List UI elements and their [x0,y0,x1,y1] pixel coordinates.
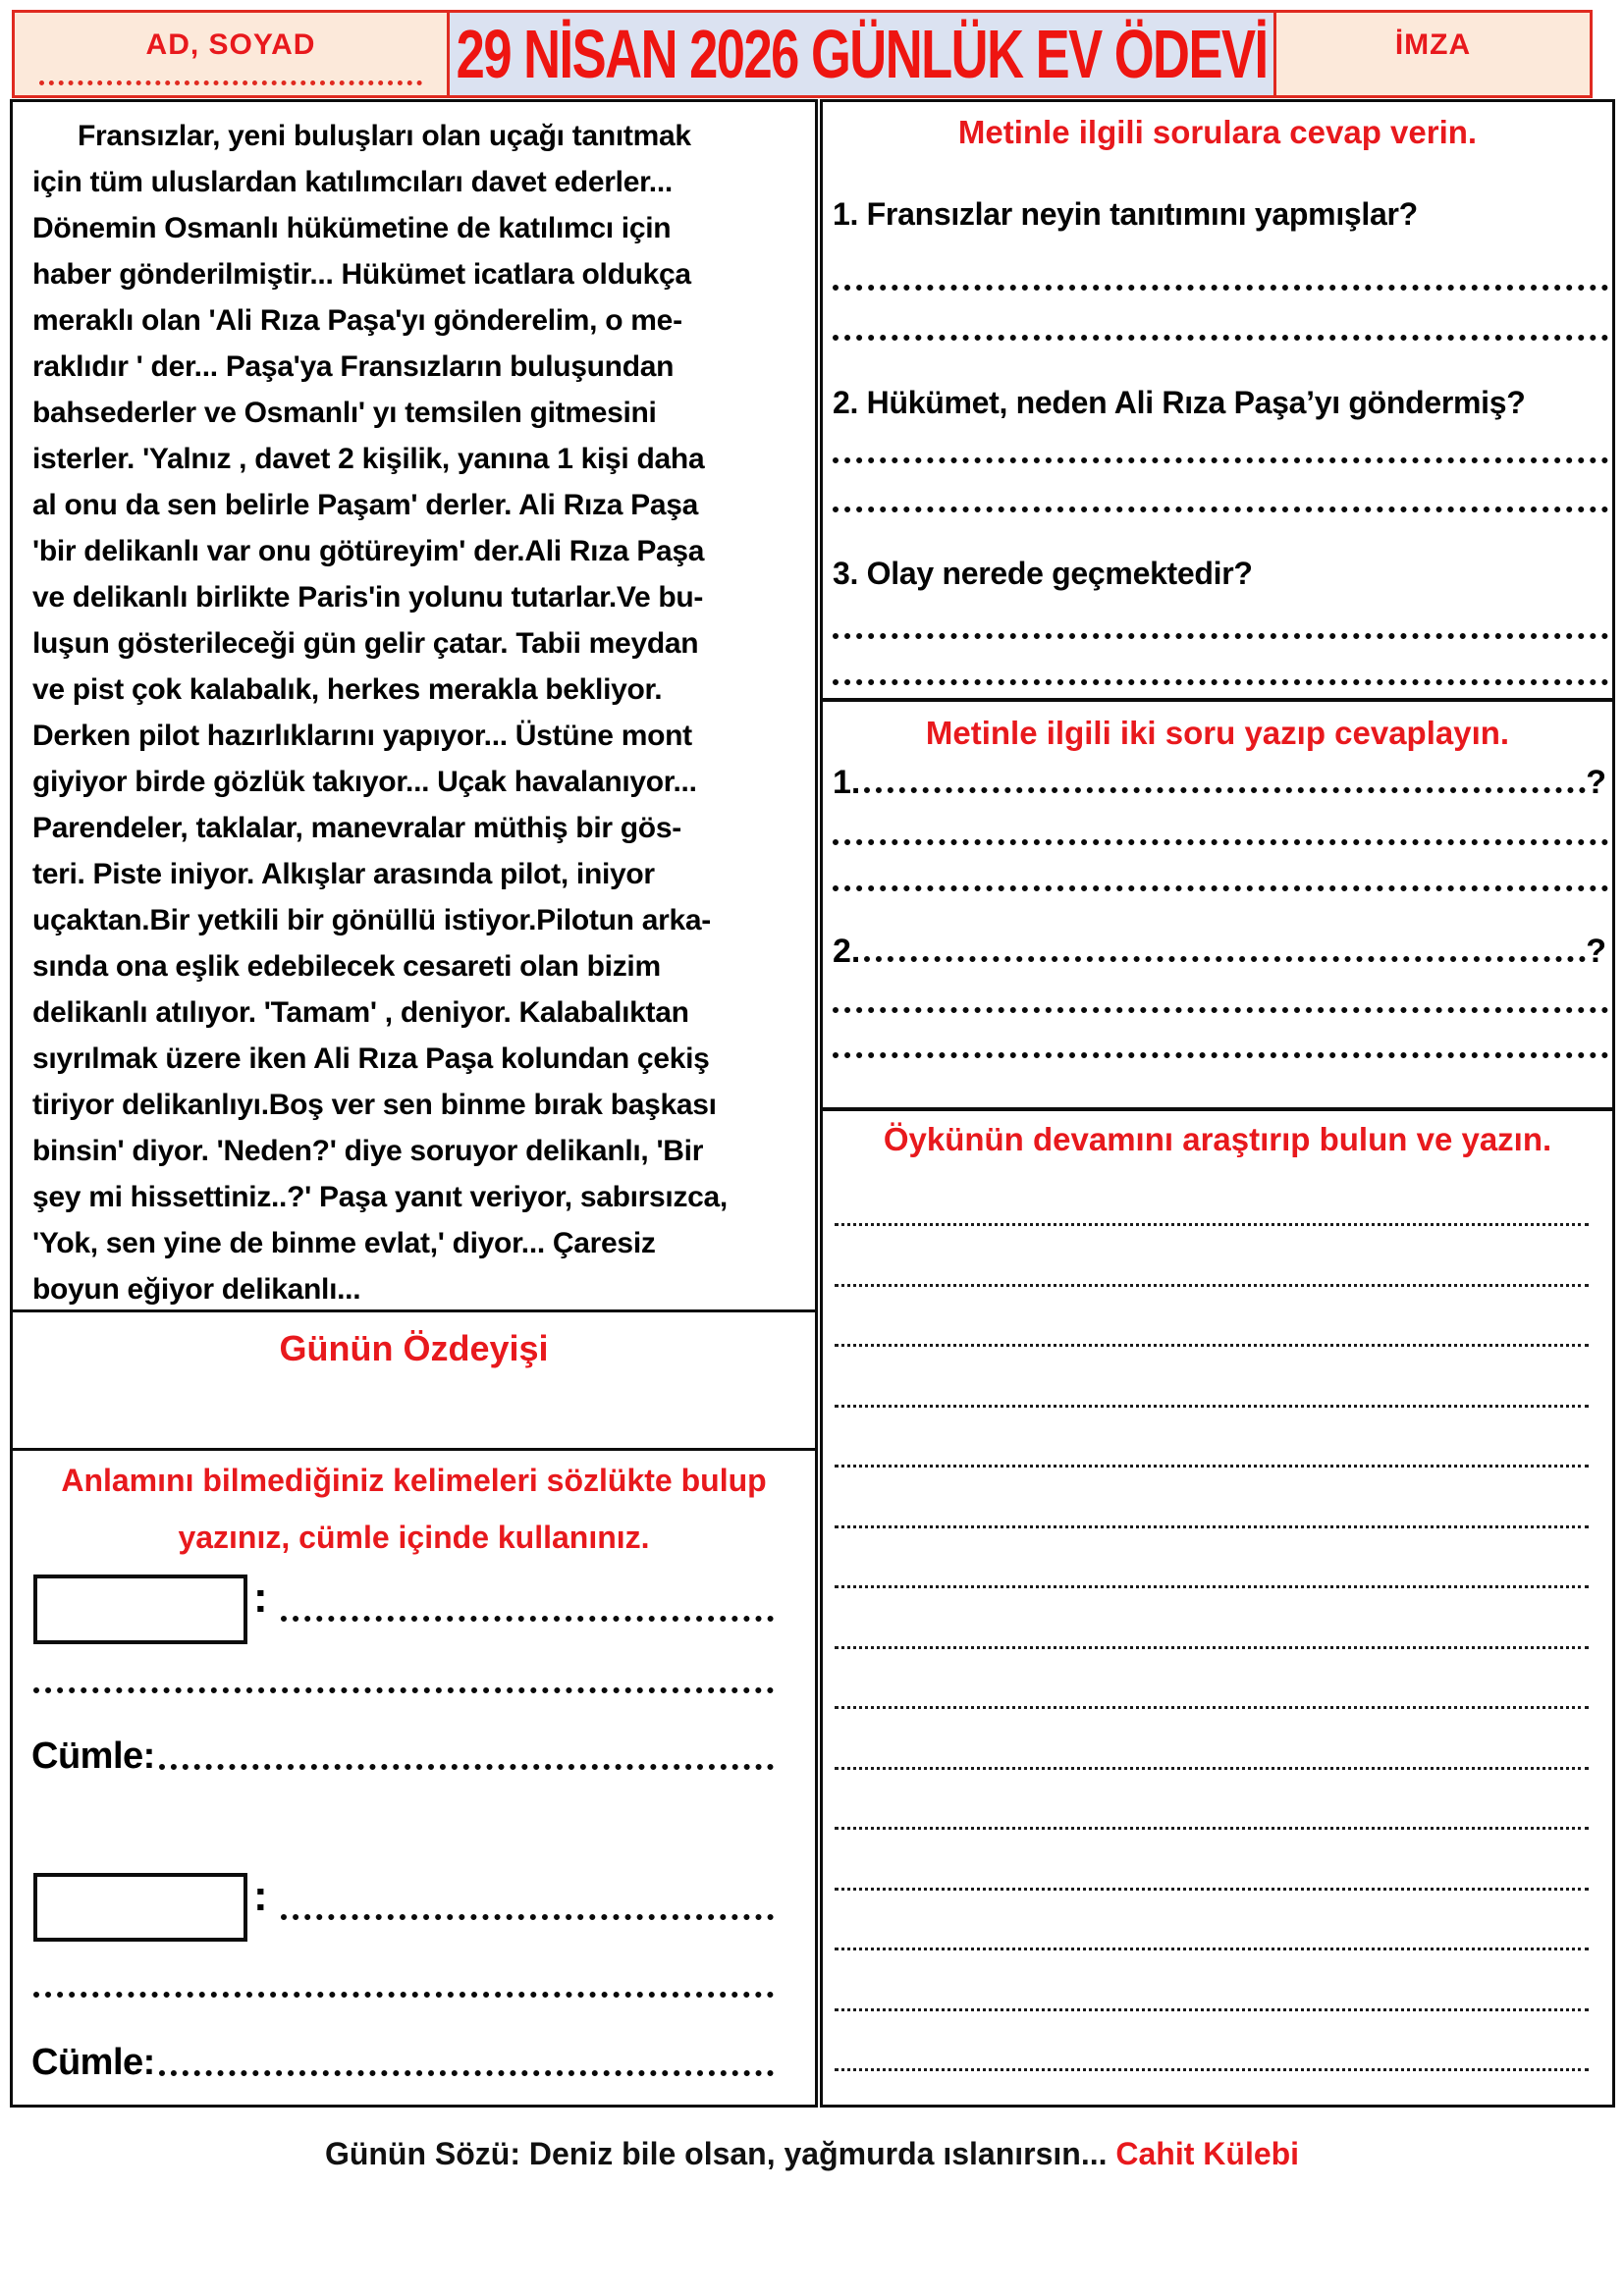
answer-line-q3-b[interactable] [833,679,1608,685]
sentence-label-1: Cümle: [31,1735,155,1777]
story-line: al onu da sen belirle Paşam' derler. Ali Rıza Paşa [32,489,698,521]
worksheet-title: 29 NİSAN 2026 GÜNLÜK EV ÖDEVİ [456,16,1268,92]
answer-line-q2-b[interactable] [833,507,1608,512]
name-dotted-line[interactable] [39,80,422,85]
write-question-mark-2: ? [1586,933,1606,970]
footer-quote-author: Cahit Külebi [1115,2136,1300,2171]
signature-field[interactable] [1273,10,1593,98]
write-answer-line-2b[interactable] [833,1052,1608,1058]
story-line: luşun gösterileceği gün gelir çatar. Tabii meydan [32,627,699,660]
answer-line-q1-b[interactable] [833,335,1608,341]
story-line: ve pist çok kalabalık, herkes merakla bekliyor. [32,673,663,706]
story-line: raklıdır ' der... Paşa'ya Fransızların buluşundan [32,350,675,383]
sentence-label-2: Cümle: [31,2042,155,2083]
vocab-sentence-row-2 [31,2042,774,2084]
answer-line-q1-a[interactable] [833,285,1608,291]
story-line: tiriyor delikanlıyı.Boş ver sen binme bırak başkası [32,1089,717,1121]
name-surname-label: AD, SOYAD [145,28,316,61]
vocab-sentence-row-1 [31,1735,774,1778]
story-line: Derken pilot hazırlıklarını yapıyor... Üstüne mont [32,720,692,752]
write-question-number-2: 2. [833,933,861,970]
write-question-row-1 [833,764,1606,802]
answer-section-title: Metinle ilgili sorulara cevap verin. [957,114,1478,150]
write-question-line-2[interactable] [864,956,1586,962]
story-line: isterler. 'Yalnız , davet 2 kişilik, yanına 1 kişi daha [32,443,705,475]
vocab-definition-line-2[interactable] [281,1914,774,1920]
vocab-colon-1: : [253,1574,268,1622]
sentence-write-line-2[interactable] [159,2070,774,2076]
story-line: Dönemin Osmanlı hükümetine de katılımcı için [32,212,672,244]
story-line: boyun eğiyor delikanlı... [32,1273,361,1306]
story-line: giyiyor birde gözlük takıyor... Uçak havalanıyor... [32,766,697,798]
vocab-instruction-line2: yazınız, cümle içinde kullanınız. [178,1520,650,1555]
story-line: 'bir delikanlı var onu götüreyim' der.Ali Rıza Paşa [32,535,705,567]
story-line: sında ona eşlik edebilecek cesareti olan bizim [32,950,661,983]
question-3: 3. Olay nerede geçmektedir? [833,556,1253,591]
story-line: Fransızlar, yeni buluşları olan uçağı tanıtmak [78,120,691,152]
story-line: ve delikanlı birlikte Paris'in yolunu tutarlar.Ve bu- [32,581,704,614]
vocab-definition-line-1b[interactable] [33,1687,774,1693]
write-answer-line-1a[interactable] [833,839,1608,845]
story-line: teri. Piste iniyor. Alkışlar arasında pilot, iniyor [32,858,655,890]
sentence-write-line-1[interactable] [159,1764,774,1770]
story-panel [10,99,818,2108]
name-surname-field [12,10,450,98]
write-answer-line-2a[interactable] [833,1007,1608,1013]
vocab-word-box-2[interactable] [33,1873,247,1942]
story-line: binsin' diyor. 'Neden?' diye soruyor delikanlı, 'Bir [32,1135,704,1167]
vocab-definition-line-2b[interactable] [33,1992,774,1998]
story-line: Parendeler, taklalar, manevralar müthiş bir gös- [32,812,681,844]
question-2: 2. Hükümet, neden Ali Rıza Paşa’yı göndermiş? [833,385,1526,420]
write-answer-line-1b[interactable] [833,885,1608,891]
story-line: sıyrılmak üzere iken Ali Rıza Paşa kolundan çekiş [32,1042,710,1075]
story-text [32,113,811,1312]
continuation-title: Öykünün devamını araştırıp bulun ve yazın. [883,1121,1552,1157]
story-line: şey mi hissettiniz..?' Paşa yanıt veriyor, sabırsızca, [32,1181,728,1213]
section-divider-1 [820,698,1615,702]
vocab-definition-line-1[interactable] [281,1616,774,1622]
write-question-number-1: 1. [833,764,861,801]
vocab-instruction-line1: Anlamını bilmediğiniz kelimeleri sözlükte bulup [61,1463,767,1498]
answer-line-q2-a[interactable] [833,457,1608,463]
story-line: uçaktan.Bir yetkili bir gönüllü istiyor.Pilotun arka- [32,904,711,936]
story-line: için tüm uluslardan katılımcıları davet ederler... [32,166,673,198]
signature-label: İMZA [1394,28,1472,61]
quote-of-day-box[interactable] [10,1309,818,1451]
vocab-colon-2: : [253,1872,268,1920]
write-question-line-1[interactable] [864,787,1586,793]
story-line: bahsederler ve Osmanlı' yı temsilen gitmesini [32,397,657,429]
vocab-word-box-1[interactable] [33,1575,247,1644]
question-1: 1. Fransızlar neyin tanıtımını yapmışlar? [833,196,1418,232]
worksheet-title-cell [447,10,1276,98]
quote-of-day-title: Günün Özdeyişi [279,1328,549,1368]
story-line: haber gönderilmiştir... Hükümet icatlara oldukça [32,258,691,291]
section-divider-2 [820,1107,1615,1111]
story-line: delikanlı atılıyor. 'Tamam' , deniyor. Kalabalıktan [32,996,689,1029]
write-question-mark-1: ? [1586,764,1606,801]
answer-line-q3-a[interactable] [833,633,1608,639]
write-question-row-2 [833,933,1606,971]
story-line: meraklı olan 'Ali Rıza Paşa'yı gönderelim, o me- [32,304,682,337]
footer-quote [0,2136,1624,2172]
footer-quote-text: Günün Sözü: Deniz bile olsan, yağmurda ıslanırsın... [324,2136,1116,2171]
story-line: 'Yok, sen yine de binme evlat,' diyor... Çaresiz [32,1227,656,1259]
write-section-title: Metinle ilgili iki soru yazıp cevaplayın. [925,715,1510,751]
